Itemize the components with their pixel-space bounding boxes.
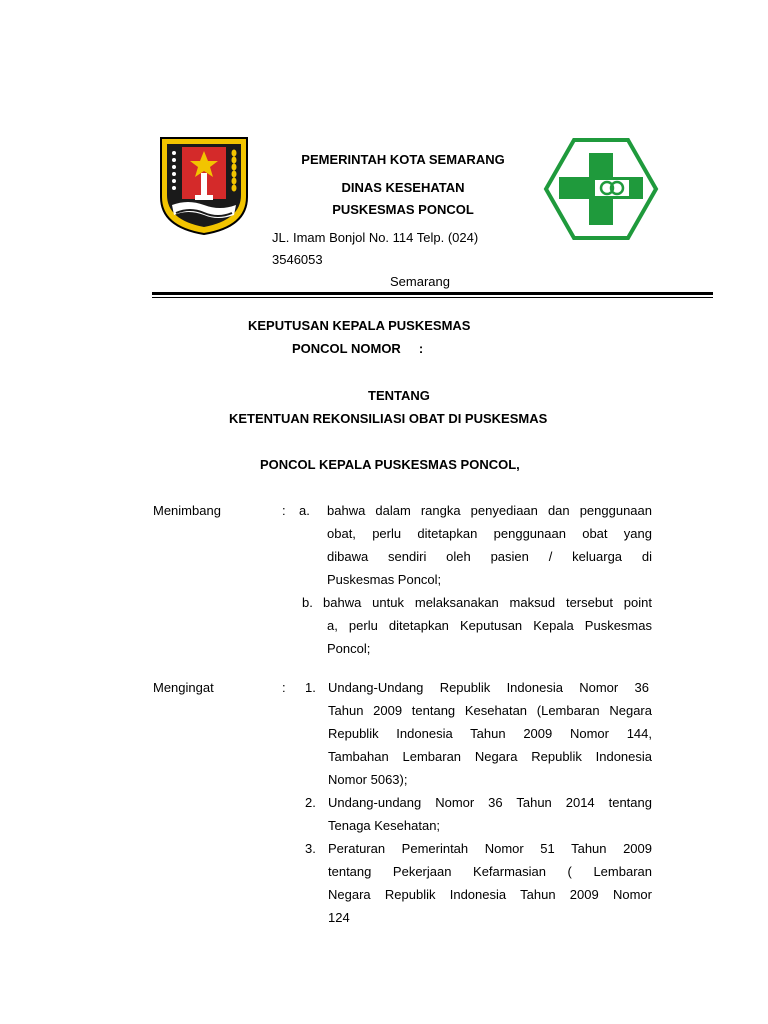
mengingat-item-2-line: Tenaga Kesehatan;	[328, 818, 441, 833]
header-agency: DINAS KESEHATAN	[341, 180, 465, 195]
mengingat-item-3-line: Peraturan Pemerintah Nomor 51 Tahun 2009	[328, 841, 652, 856]
mengingat-item-1-line: Undang-Undang Republik Indonesia Nomor 36	[328, 680, 649, 695]
menimbang-item-b-line: bahwa untuk melaksanakan maksud tersebut point	[323, 595, 652, 610]
decree-issuer: PONCOL KEPALA PUSKESMAS PONCOL,	[260, 457, 520, 472]
menimbang-item-b-line: a, perlu ditetapkan Keputusan Kepala Puskesmas	[327, 618, 652, 633]
decree-title-line2: PONCOL NOMOR :	[292, 341, 424, 356]
mengingat-colon: :	[282, 680, 286, 695]
header-divider-thin	[152, 297, 713, 298]
mengingat-item-1-line: Tahun 2009 tentang Kesehatan (Lembaran Negara	[328, 703, 652, 718]
mengingat-item-1-line: Tambahan Lembaran Negara Republik Indonesia	[328, 749, 652, 764]
menimbang-item-a-line: dibawa sendiri oleh pasien / keluarga di	[327, 549, 652, 564]
header-divider	[152, 292, 713, 295]
menimbang-colon: :	[282, 503, 286, 518]
header-city: Semarang	[390, 274, 450, 289]
mengingat-item-3-line: Negara Republik Indonesia Tahun 2009 Nomor	[328, 887, 652, 902]
mengingat-item-1-line: Republik Indonesia Tahun 2009 Nomor 144,	[328, 726, 652, 741]
mengingat-item-1-line: Nomor 5063);	[328, 772, 408, 787]
mengingat-item-3-marker: 3.	[305, 841, 316, 856]
header-government: PEMERINTAH KOTA SEMARANG	[301, 152, 505, 167]
decree-title-line1: KEPUTUSAN KEPALA PUSKESMAS	[248, 318, 471, 333]
header-address-line1: JL. Imam Bonjol No. 114 Telp. (024)	[272, 230, 479, 245]
mengingat-item-2-marker: 2.	[305, 795, 316, 810]
menimbang-item-b-line: Poncol;	[327, 641, 371, 656]
mengingat-item-2-line: Undang-undang Nomor 36 Tahun 2014 tentang	[328, 795, 652, 810]
menimbang-item-a-marker: a.	[299, 503, 310, 518]
mengingat-item-1-marker: 1.	[305, 680, 316, 695]
mengingat-item-3-line: tentang Pekerjaan Kefarmasian ( Lembaran	[328, 864, 652, 879]
header-unit: PUSKESMAS PONCOL	[332, 202, 474, 217]
mengingat-label: Mengingat	[153, 680, 214, 695]
header-address-line2: 3546053	[272, 252, 323, 267]
mengingat-item-3-line: 124	[328, 910, 350, 925]
menimbang-label: Menimbang	[153, 503, 221, 518]
menimbang-item-a-line: bahwa dalam rangka penyediaan dan penggunaan	[327, 503, 652, 518]
menimbang-item-a-line: obat, perlu ditetapkan penggunaan obat yang	[327, 526, 652, 541]
puskesmas-logo	[543, 137, 659, 241]
decree-subject: KETENTUAN REKONSILIASI OBAT DI PUSKESMAS	[229, 411, 548, 426]
decree-about: TENTANG	[368, 388, 430, 403]
menimbang-item-a-line: Puskesmas Poncol;	[327, 572, 442, 587]
menimbang-item-b-marker: b.	[302, 595, 313, 610]
city-coat-of-arms-logo	[158, 135, 250, 237]
